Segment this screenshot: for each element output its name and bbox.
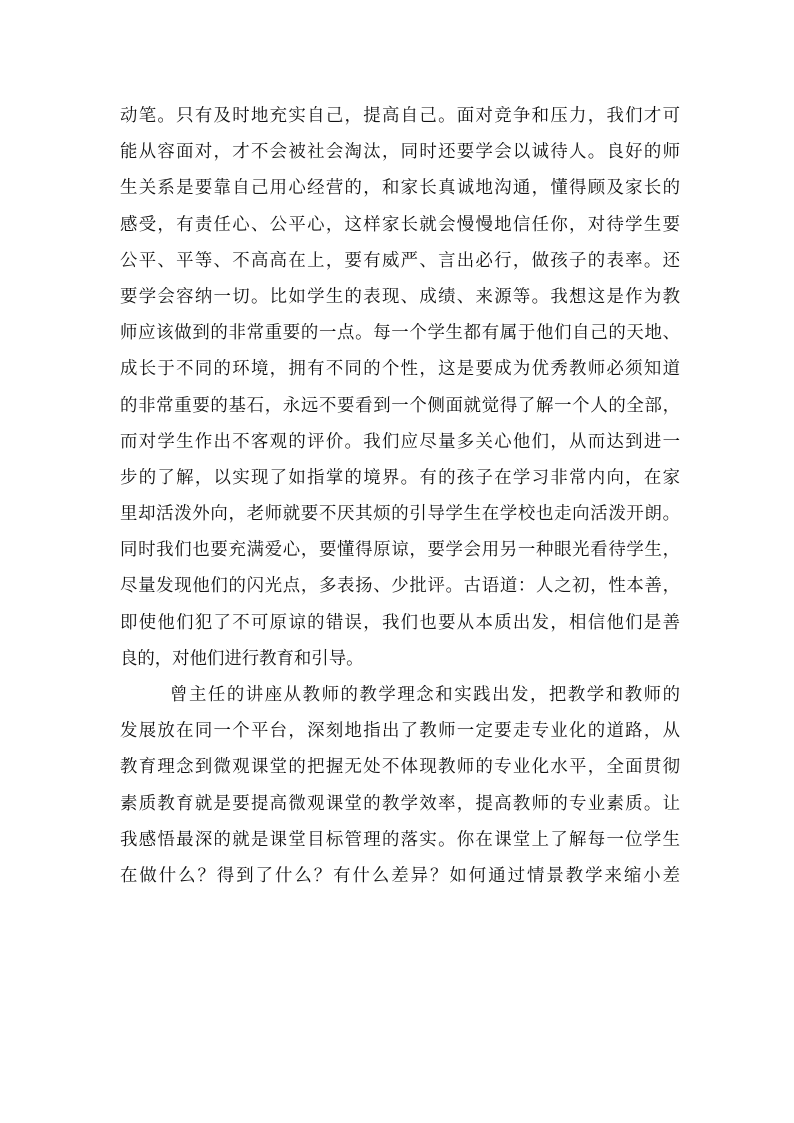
- text-line: 步的了解，以实现了如指掌的境界。有的孩子在学习非常内向，在家: [120, 467, 680, 488]
- text-line: 公平、平等、不高高在上，要有威严、言出必行，做孩子的表率。还: [120, 250, 680, 271]
- text-line: 良的，对他们进行教育和引导。: [120, 648, 364, 669]
- text-line: 的非常重要的基石，永远不要看到一个侧面就觉得了解一个人的全部，: [120, 395, 680, 416]
- text-line: 而对学生作出不客观的评价。我们应尽量多关心他们，从而达到进一: [120, 431, 680, 452]
- paragraph-1: [120, 98, 680, 677]
- body-text: [120, 98, 680, 894]
- paragraph-2: [120, 677, 680, 894]
- text-line: 成长于不同的环境，拥有不同的个性，这是要成为优秀教师必须知道: [120, 359, 680, 380]
- text-line: 即使他们犯了不可原谅的错误，我们也要从本质出发，相信他们是善: [120, 612, 680, 633]
- text-line: 尽量发现他们的闪光点，多表扬、少批评。古语道：人之初，性本善，: [120, 576, 680, 597]
- text-line: 感受，有责任心、公平心，这样家长就会慢慢地信任你，对待学生要: [120, 214, 680, 235]
- text-line: 发展放在同一个平台，深刻地指出了教师一定要走专业化的道路，从: [120, 721, 680, 742]
- text-line: 动笔。只有及时地充实自己，提高自己。面对竞争和压力，我们才可: [120, 106, 680, 126]
- text-line: 教育理念到微观课堂的把握无处不体现教师的专业化水平，全面贯彻: [120, 757, 680, 778]
- text-line: 里却活泼外向，老师就要不厌其烦的引导学生在学校也走向活泼开朗。: [120, 504, 680, 525]
- text-line: 能从容面对，才不会被社会淘汰，同时还要学会以诚待人。良好的师: [120, 142, 680, 163]
- text-line: 素质教育就是要提高微观课堂的教学效率，提高教师的专业素质。让: [120, 793, 680, 814]
- text-line: 生关系是要靠自己用心经营的，和家长真诚地沟通，懂得顾及家长的: [120, 178, 680, 199]
- text-line: 同时我们也要充满爱心，要懂得原谅，要学会用另一种眼光看待学生，: [120, 540, 680, 561]
- text-line: 我感悟最深的就是课堂目标管理的落实。你在课堂上了解每一位学生: [120, 829, 680, 850]
- text-line: 曾主任的讲座从教师的教学理念和实践出发，把教学和教师的: [170, 685, 680, 705]
- text-line: 要学会容纳一切。比如学生的表现、成绩、来源等。我想这是作为教: [120, 286, 680, 307]
- text-line: 师应该做到的非常重要的一点。每一个学生都有属于他们自己的天地、: [120, 323, 680, 344]
- text-line: 在做什么？得到了什么？有什么差异？如何通过情景教学来缩小差: [120, 865, 680, 886]
